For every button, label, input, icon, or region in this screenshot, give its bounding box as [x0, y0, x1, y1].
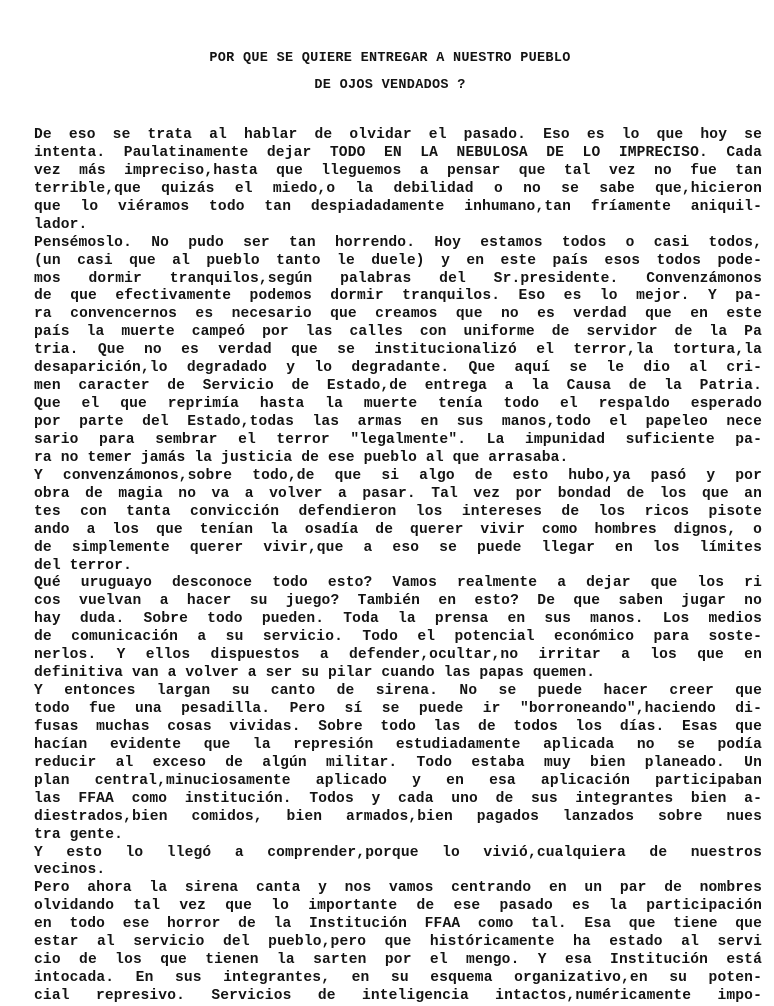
document-title-line-2: DE OJOS VENDADOS ? [314, 78, 466, 93]
text-line: que lo viéramos todo tan despiadadamente inhumano,tan fríamente aniquil- [34, 198, 762, 215]
text-line: las FFAA como institución. Todos y cada uno de sus integrantes bien a- [34, 790, 762, 807]
text-line: reducir al exceso de algún militar. Todo estaba muy bien planeado. Un [34, 754, 762, 771]
text-line: cos vuelvan a hacer su juego? También en esto? De que saben jugar no [34, 593, 762, 610]
document-body [34, 127, 762, 1006]
text-line: intenta. Paulatinamente dejar TODO EN LA NEBULOSA DE LO IMPRECISO. Cada [34, 144, 762, 161]
text-line: olvidando tal vez que lo importante de ese pasado es la participación [34, 898, 762, 915]
text-line: Y convenzámonos,sobre todo,de que si algo de esto hubo,ya pasó y por [34, 467, 762, 484]
text-line: obra de magia no va a volver a pasar. Tal vez por bondad de los que an [34, 485, 762, 502]
text-line: cial represivo. Servicios de inteligencia intactos,numéricamente impo- [34, 988, 762, 1004]
text-line: men caracter de Servicio de Estado,de entrega a la Causa de la Patria. [34, 378, 762, 395]
text-line: mos dormir tranquilos,según palabras del Sr.presidente. Convenzámonos [34, 270, 762, 287]
text-line: intocada. En sus integrantes, en su esquema organizativo,en su poten- [34, 970, 762, 987]
text-line: del terror. [34, 557, 132, 574]
text-line: terrible,que quizás el miedo,o la debilidad o no se sabe que,hicieron [34, 180, 762, 197]
text-line: sario para sembrar el terror "legalmente". La impunidad suficiente pa- [34, 431, 762, 448]
text-line: de comunicación a su servicio. Todo el potencial económico para soste- [34, 629, 762, 646]
text-line: hay duda. Sobre todo pueden. Toda la prensa en sus manos. Los medios [34, 611, 762, 628]
text-line: en todo ese horror de la Institución FFAA como tal. Esa que tiene que [34, 916, 762, 933]
text-line: de que efectivamente podemos dormir tranquilos. Eso es lo mejor. Y pa- [34, 288, 762, 305]
text-line: tes con tanta convicción defendieron los intereses de los ricos pisote [34, 503, 762, 520]
text-line: vecinos. [34, 862, 106, 879]
text-line: todo fue una pesadilla. Pero sí se puede ir "borroneando",haciendo di- [34, 701, 762, 717]
text-line: lador. [34, 216, 88, 233]
text-line: fusas muchas cosas vividas. Sobre todo las de todos los días. Esas que [34, 718, 762, 735]
text-line: ando a los que tenían la osadía de querer vivir como hombres dignos, o [34, 521, 762, 538]
text-line: estar al servicio del pueblo,pero que históricamente ha estado al servi [34, 934, 762, 951]
text-line: Qué uruguayo desconoce todo esto? Vamos realmente a dejar que los ri [34, 575, 762, 592]
text-line: Y esto lo llegó a comprender,porque lo vivió,cualquiera de nuestros [34, 844, 762, 861]
text-line: plan central,minuciosamente aplicado y en esa aplicación participaban [34, 772, 762, 789]
text-line: de simplemente querer vivir,que a eso se puede llegar en los límites [34, 539, 762, 556]
text-line: hacían evidente que la represión estudiadamente aplicada no se podía [34, 736, 762, 753]
text-line: nerlos. Y ellos dispuestos a defender,ocultar,no irritar a los que en [34, 647, 762, 664]
text-line: ra convencernos es necesario que creamos que no es verdad que en este [34, 306, 762, 323]
text-line: (un casi que al pueblo tanto le duele) y en este país esos todos pode- [34, 252, 762, 269]
text-line: por parte del Estado,todas las armas en sus manos,todo el papeleo nece [34, 414, 762, 430]
text-line: ra no temer jamás la justicia de ese pueblo al que arrasaba. [34, 449, 569, 466]
text-line: Pero ahora la sirena canta y nos vamos centrando en un par de nombres [34, 880, 762, 897]
document-title-line-1: POR QUE SE QUIERE ENTREGAR A NUESTRO PUEBLO [209, 51, 571, 66]
text-line: tria. Que no es verdad que se institucionalizó el terror,la tortura,la [34, 342, 762, 359]
text-line: país la muerte campeó por las calles con uniforme de servidor de la Pa [34, 324, 762, 341]
text-line: definitiva van a volver a ser su pilar cuando las papas quemen. [34, 665, 596, 682]
text-line: vez más impreciso,hasta que lleguemos a pensar que tal vez no fue tan [34, 162, 762, 179]
text-line: diestrados,bien comidos, bien armados,bien pagados lanzados sobre nues [34, 808, 762, 825]
text-line: Que el que reprimía hasta la muerte tenía todo el respaldo esperado [34, 396, 762, 413]
text-line: desaparición,lo degradado y lo degradante. Que aquí se le dio al cri- [34, 360, 762, 377]
text-line: tra gente. [34, 826, 124, 843]
text-line: Y entonces largan su canto de sirena. No se puede hacer creer que [34, 683, 762, 700]
text-line: Pensémoslo. No pudo ser tan horrendo. Hoy estamos todos o casi todos, [34, 234, 762, 251]
text-line: De eso se trata al hablar de olvidar el pasado. Eso es lo que hoy se [34, 127, 762, 143]
text-line: cio de los que tienen la sarten por el mengo. Y esa Institución está [34, 952, 762, 969]
